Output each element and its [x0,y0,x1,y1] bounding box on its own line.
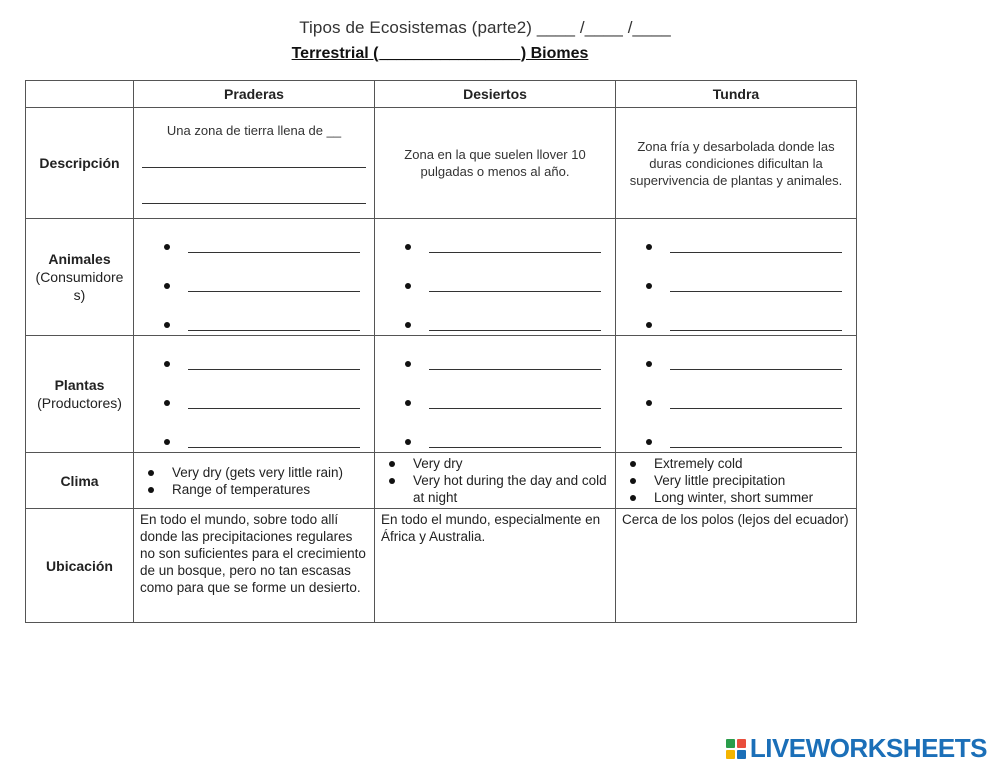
row-descripcion [26,108,857,219]
cell-plantas-tundra [616,336,857,453]
bullet-icon [405,283,411,289]
list-item: Very little precipitation [624,472,850,489]
header-row [26,81,857,108]
bullet-icon [646,244,652,250]
liveworksheets-logo [726,733,987,764]
cell-animales-praderas [134,219,375,336]
cell-plantas-praderas [134,336,375,453]
logo-blocks-icon [726,739,746,759]
bullet-icon [164,244,170,250]
bullet-icon [646,400,652,406]
plantas-sublabel: (Productores) [37,395,122,411]
answer-line[interactable] [670,290,842,292]
animales-sublabel: (Consumidores) [35,269,124,303]
answer-line[interactable] [188,368,360,370]
corner-cell [26,81,134,108]
brand-text: LIVEWORKSHEETS [749,733,987,763]
row-label-animales: Animales (Consumidores) [26,219,134,336]
worksheet-title: Tipos de Ecosistemas (parte2) ____ /____ /____ [299,18,671,37]
answer-line[interactable] [188,290,360,292]
answer-line[interactable] [429,329,601,331]
row-label-ubicacion: Ubicación [26,509,134,623]
list-item: Range of temperatures [142,481,368,498]
col-header-tundra: Tundra [616,81,857,108]
bullet-icon [164,400,170,406]
bullet-icon [646,283,652,289]
answer-line[interactable] [429,251,601,253]
bullet-icon [646,361,652,367]
bullet-icon [164,361,170,367]
bullet-icon [405,361,411,367]
bullet-icon [646,439,652,445]
cell-animales-desiertos [375,219,616,336]
bullet-icon [646,322,652,328]
answer-line[interactable] [142,166,366,168]
bullet-icon [405,244,411,250]
row-label-clima: Clima [26,453,134,509]
col-header-desiertos: Desiertos [375,81,616,108]
list-item: Very dry (gets very little rain) [142,464,368,481]
answer-line[interactable] [429,368,601,370]
answer-line[interactable] [188,446,360,448]
answer-line[interactable] [142,202,366,204]
answer-line[interactable] [670,251,842,253]
answer-line[interactable] [670,446,842,448]
cell-descripcion-tundra: Zona fría y desarbolada donde las duras condiciones dificultan la supervivencia de plantas y animales. [616,108,857,219]
cell-ubicacion-praderas: En todo el mundo, sobre todo allí donde las precipitaciones regulares no son suficientes para el crecimiento de un bosque, pero no tan escasas como para que se forme un desierto. [134,509,375,623]
answer-line[interactable] [188,251,360,253]
bullet-icon [405,322,411,328]
cell-clima-praderas [134,453,375,509]
answer-line[interactable] [670,407,842,409]
worksheet-subtitle: Terrestrial (________________) Biomes [291,45,589,62]
row-label-plantas: Plantas (Productores) [26,336,134,453]
cell-ubicacion-tundra: Cerca de los polos (lejos del ecuador) [616,509,857,623]
answer-line[interactable] [188,407,360,409]
cell-ubicacion-desiertos: En todo el mundo, especialmente en África y Australia. [375,509,616,623]
bullet-icon [405,400,411,406]
list-item: Extremely cold [624,455,850,472]
row-label-descripcion: Descripción [26,108,134,219]
answer-line[interactable] [429,446,601,448]
bullet-icon [164,439,170,445]
cell-descripcion-desiertos: Zona en la que suelen llover 10 pulgadas o menos al año. [375,108,616,219]
row-ubicacion [26,509,857,623]
cell-clima-desiertos [375,453,616,509]
bullet-icon [405,439,411,445]
answer-line[interactable] [670,329,842,331]
answer-line[interactable] [188,329,360,331]
answer-line[interactable] [670,368,842,370]
bullet-icon [164,322,170,328]
row-animales [26,219,857,336]
col-header-praderas: Praderas [134,81,375,108]
cell-descripcion-praderas [134,108,375,219]
cell-animales-tundra [616,219,857,336]
cell-clima-tundra [616,453,857,509]
descripcion-praderas-text: Una zona de tierra llena de __ [166,122,342,138]
list-item: Very hot during the day and cold at night [383,472,609,506]
answer-line[interactable] [429,290,601,292]
answer-line[interactable] [429,407,601,409]
list-item: Very dry [383,455,609,472]
row-clima [26,453,857,509]
biomes-table [25,80,857,623]
cell-plantas-desiertos [375,336,616,453]
bullet-icon [164,283,170,289]
list-item: Long winter, short summer [624,489,850,506]
row-plantas [26,336,857,453]
